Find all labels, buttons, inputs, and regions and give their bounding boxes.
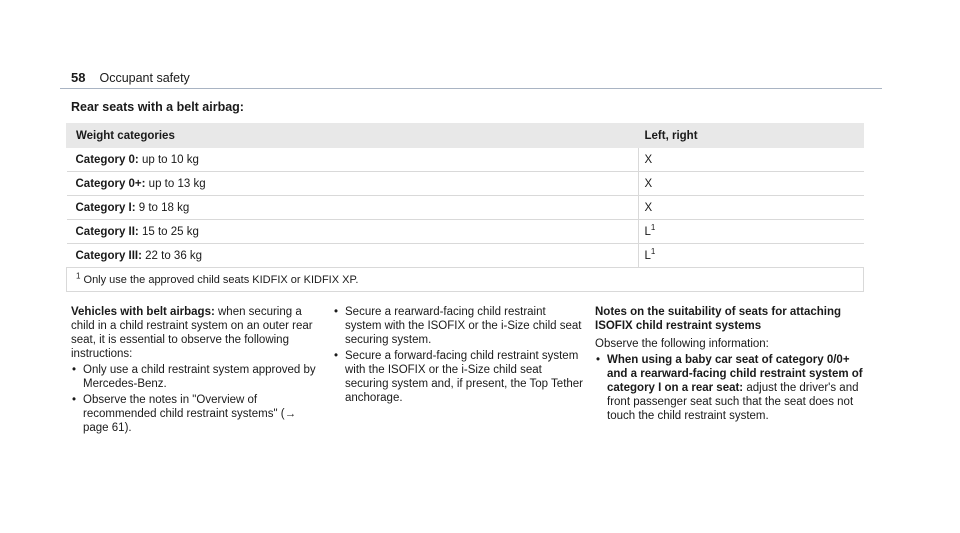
suitability-value: X <box>644 201 653 214</box>
section-title: Occupant safety <box>99 71 190 85</box>
table-header-row <box>67 124 864 148</box>
seat-suitability-cell <box>638 244 864 268</box>
notes-heading: Notes on the suitability of seats for attaching ISOFIX child restraint systems <box>595 306 842 332</box>
list-item: • Only use a child restraint system approved by Mercedes-Benz. <box>71 363 321 391</box>
page-header <box>71 70 190 85</box>
suitability-value: X <box>644 153 653 166</box>
header-divider <box>60 88 882 89</box>
seat-suitability-cell <box>638 220 864 244</box>
weight-category-table <box>66 123 864 292</box>
column-belt-airbags <box>71 305 321 435</box>
weight-category-cell <box>67 148 639 172</box>
category-name: Category 0+: <box>75 177 146 190</box>
footnote-marker: 1 <box>650 222 656 232</box>
weight-category-cell <box>67 244 639 268</box>
notes-list <box>595 353 870 423</box>
securing-list <box>333 305 583 405</box>
notes-intro: Observe the following information: <box>595 338 769 350</box>
category-name: Category II: <box>75 225 139 238</box>
belt-airbag-text: when securing a child in a child restraint system on an outer rear seat, it is essential to observe the following instructions: <box>71 306 313 360</box>
list-item <box>595 353 870 423</box>
table-row <box>67 172 864 196</box>
footnote-text: Only use the approved child seats KIDFIX or KIDFIX XP. <box>80 273 359 286</box>
page-number: 58 <box>71 70 86 85</box>
suitability-value: X <box>644 177 653 190</box>
table-footnote-row <box>67 268 864 292</box>
list-item: • Observe the notes in "Overview of recommended child restraint systems" (→ page 61). <box>71 393 321 435</box>
footnote-marker: 1 <box>650 246 656 256</box>
notes-bullet-lead: When using a baby car seat of category 0/0+ and a rearward-facing child restraint system of category I on a rear seat: <box>607 354 863 394</box>
footnote-marker: 1 <box>76 270 81 280</box>
column-header-seat: Left, right <box>638 124 864 148</box>
list-item: • Secure a rearward-facing child restraint system with the ISOFIX or the i-Size child seat securing system. <box>333 305 583 347</box>
category-name: Category III: <box>75 249 142 262</box>
weight-category-cell <box>67 196 639 220</box>
category-weight: up to 13 kg <box>145 177 206 190</box>
weight-category-cell <box>67 220 639 244</box>
category-name: Category 0: <box>75 153 139 166</box>
suitability-value: L <box>644 225 651 238</box>
category-weight: up to 10 kg <box>138 153 199 166</box>
table-title: Rear seats with a belt airbag: <box>71 100 244 114</box>
belt-airbag-lead: Vehicles with belt airbags: <box>71 306 215 318</box>
table-row <box>67 220 864 244</box>
seat-suitability-cell <box>638 148 864 172</box>
category-weight: 9 to 18 kg <box>135 201 190 214</box>
category-weight: 22 to 36 kg <box>141 249 203 262</box>
seat-suitability-cell <box>638 172 864 196</box>
notes-bullet-text: adjust the driver's and front passenger seat such that the seat does not touch the child restraint system. <box>607 382 859 422</box>
table-row <box>67 244 864 268</box>
suitability-value: L <box>644 249 651 262</box>
column-securing <box>333 305 583 405</box>
table-row <box>67 148 864 172</box>
weight-category-cell <box>67 172 639 196</box>
belt-airbag-list <box>71 363 321 435</box>
table-row <box>67 196 864 220</box>
seat-suitability-cell <box>638 196 864 220</box>
category-weight: 15 to 25 kg <box>138 225 199 238</box>
column-header-weight: Weight categories <box>67 124 639 148</box>
belt-airbag-paragraph <box>71 305 321 361</box>
list-item: • Secure a forward-facing child restraint system with the ISOFIX or the i-Size child seat securing system and, if present, the Top Tether anchorage. <box>333 349 583 405</box>
table-footnote <box>67 268 864 292</box>
column-suitability-notes <box>595 305 870 423</box>
category-name: Category I: <box>75 201 136 214</box>
